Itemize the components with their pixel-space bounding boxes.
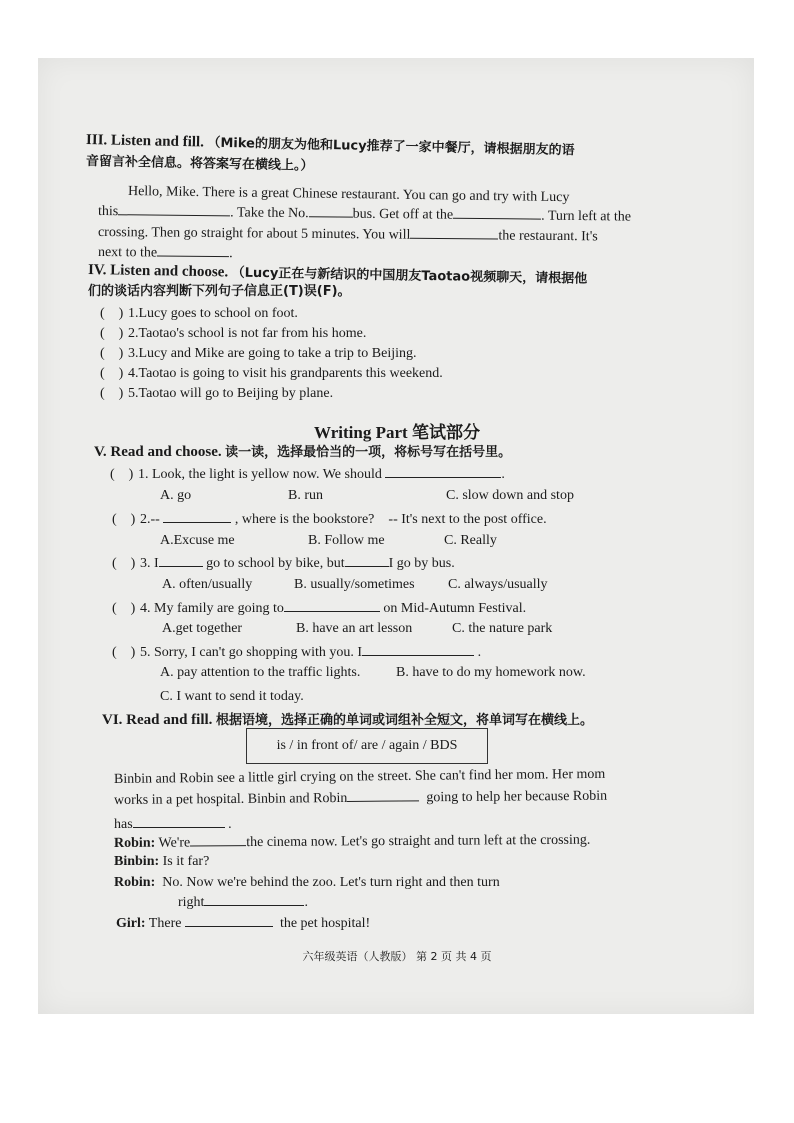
section5-heading-line: [94, 442, 511, 463]
list-item: ( ) 5.Taotao will go to Beijing by plane.: [100, 386, 334, 401]
writing-part-title: Writing Part 笔试部分: [314, 423, 480, 442]
answer-blank[interactable]: [163, 508, 231, 523]
section3-heading: III. Listen and fill.: [85, 132, 205, 151]
list-item: ( ) 1.Lucy goes to school on foot.: [100, 306, 298, 321]
option: B. Follow me: [308, 533, 385, 548]
section6-instruction: 根据语境，选择正确的单词或词组补全短文，将单词写在横线上。: [215, 713, 593, 728]
list-item: ( ) 2.Taotao's school is not far from his home.: [100, 326, 367, 341]
section3-line1: Hello, Mike. There is a great Chinese restaurant. You can go and try with Lucy: [127, 184, 570, 206]
speaker-label: Binbin:: [114, 854, 160, 869]
dialogue-line-3b: right .: [178, 891, 308, 913]
dialogue-line-4: Girl: There the pet hospital!: [116, 912, 370, 934]
option: A. often/usually: [162, 577, 253, 592]
page-footer: 六年级英语（人教版） 第 2 页 共 4 页: [302, 950, 492, 963]
answer-blank[interactable]: [159, 552, 203, 567]
section3-line4: next to the .: [98, 241, 233, 264]
dialogue-line-1: Robin: We're the cinema now. Let's go straight and turn left at the crossing.: [113, 832, 591, 851]
option: B. have an art lesson: [296, 621, 413, 636]
option: C. Really: [444, 533, 497, 548]
dialogue-line-3: Robin: No. Now we're behind the zoo. Let's turn right and then turn: [114, 875, 500, 890]
section4-instruction-2: 们的谈话内容判断下列句子信息正(T)误(F)。: [88, 284, 351, 299]
section5-instruction: 读一读，选择最恰当的一项，将标号写在括号里。: [225, 445, 512, 460]
section6-heading: VI. Read and fill.: [102, 712, 213, 728]
option: A.Excuse me: [160, 533, 235, 548]
answer-blank[interactable]: [157, 242, 229, 258]
option: C. the nature park: [452, 621, 553, 636]
option: A. go: [160, 488, 192, 503]
option: B. run: [288, 488, 323, 503]
speaker-label: Robin:: [114, 875, 156, 890]
word-bank-box: is / in front of/ are / again / BDS: [246, 728, 488, 764]
list-item: ( ) 4.Taotao is going to visit his grandparents this weekend.: [100, 366, 443, 381]
passage-line-1: Binbin and Robin see a little girl crying on the street. She can't find her mom. Her mom: [113, 766, 606, 787]
question-3: ( ) 3. I go to school by bike, but I go by bus.: [112, 552, 455, 574]
section4-heading: IV. Listen and choose.: [87, 262, 229, 281]
answer-blank[interactable]: [347, 786, 419, 802]
answer-blank[interactable]: [190, 831, 246, 846]
answer-blank[interactable]: [362, 641, 474, 656]
section3-instruction-2: 音留言补全信息。将答案写在横线上。）: [85, 154, 314, 174]
question-4: ( ) 4. My family are going to on Mid-Autumn Festival.: [112, 597, 526, 619]
answer-blank[interactable]: [133, 813, 225, 828]
answer-blank[interactable]: [185, 912, 273, 927]
passage-line-3: has .: [114, 813, 232, 835]
answer-blank[interactable]: [284, 597, 380, 612]
list-item: ( ) 3.Lucy and Mike are going to take a trip to Beijing.: [100, 346, 417, 361]
option: C. slow down and stop: [446, 488, 574, 503]
answer-blank[interactable]: [345, 552, 389, 567]
option: A.get together: [162, 621, 243, 636]
section3-line2: this . Take the No. bus. Get off at the . Turn left at the: [98, 200, 631, 228]
speaker-label: Girl:: [116, 916, 146, 931]
answer-blank[interactable]: [309, 202, 353, 217]
section3-instruction: （Mike的朋友为他和Lucy推荐了一家中餐厅，请根据朋友的语: [207, 135, 575, 159]
option: B. usually/sometimes: [294, 577, 415, 592]
section5-heading: V. Read and choose.: [94, 444, 222, 460]
passage-line-2: works in a pet hospital. Binbin and Robin going to help her because Robin: [114, 785, 607, 811]
option: B. have to do my homework now.: [396, 665, 586, 680]
answer-blank[interactable]: [204, 891, 304, 906]
section3-line3: crossing. Then go straight for about 5 minutes. You will the restaurant. It's: [97, 225, 598, 245]
answer-blank[interactable]: [410, 224, 498, 240]
option: C. I want to send it today.: [160, 689, 304, 704]
section4-instruction: （Lucy正在与新结识的中国朋友Taotao视频聊天，请根据他: [231, 265, 588, 287]
question-2: ( ) 2.-- , where is the bookstore? -- It's next to the post office.: [112, 508, 547, 530]
option: A. pay attention to the traffic lights.: [160, 665, 361, 680]
option: C. always/usually: [448, 577, 548, 592]
answer-blank[interactable]: [118, 200, 230, 216]
answer-blank[interactable]: [385, 463, 501, 478]
question-1: ( ) 1. Look, the light is yellow now. We should .: [110, 463, 505, 485]
answer-blank[interactable]: [453, 204, 541, 220]
question-5: ( ) 5. Sorry, I can't go shopping with you. I .: [112, 641, 481, 663]
dialogue-line-2: Binbin: Is it far?: [114, 854, 210, 869]
speaker-label: Robin:: [113, 835, 156, 851]
